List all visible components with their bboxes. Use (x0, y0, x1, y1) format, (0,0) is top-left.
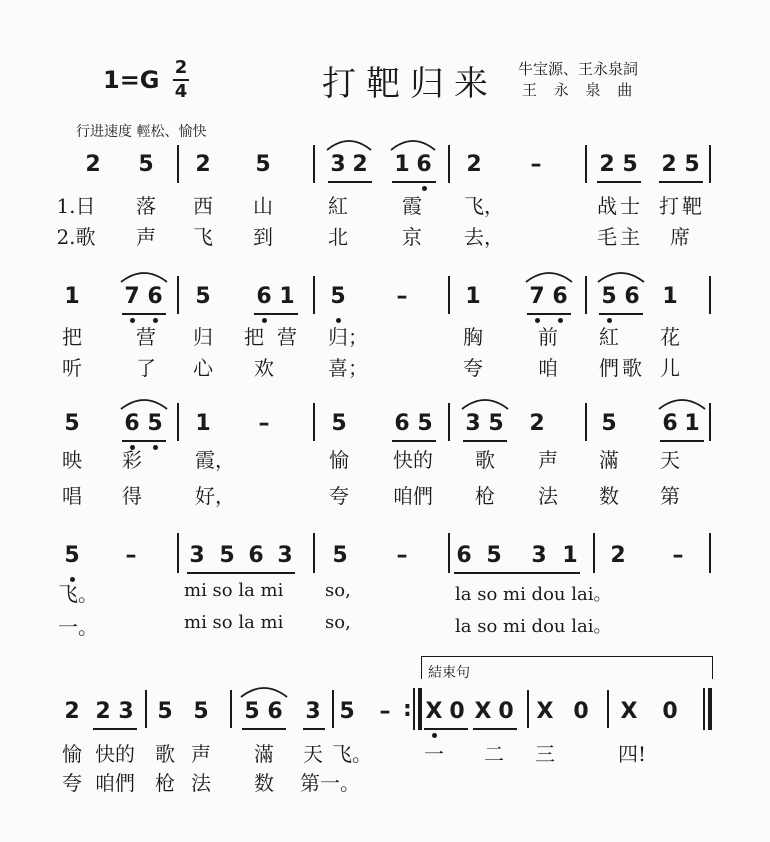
note: 6 (267, 699, 283, 724)
barline (585, 145, 587, 183)
lyric: 咱 (538, 356, 558, 380)
lyric: 夸 (463, 356, 483, 380)
lyric: 归 (193, 325, 213, 349)
lyric: 法 (538, 484, 558, 508)
lyric: 歌 (622, 356, 642, 380)
note: 3 (330, 152, 346, 177)
eighth-beam (254, 313, 298, 315)
lyric: 好， (195, 484, 235, 508)
barline (177, 276, 179, 314)
lyric: 前 (538, 325, 558, 349)
time-signature: 2 4 (174, 57, 188, 102)
ending-label: 結束句 (428, 665, 470, 681)
barline (313, 533, 315, 573)
dash: – (396, 284, 408, 309)
barline (145, 690, 147, 728)
note: 2 (610, 543, 626, 568)
lyric: 声 (538, 448, 558, 472)
note: 5 (219, 543, 235, 568)
lyric: 唱 (62, 484, 82, 508)
lyric: 席 (670, 225, 690, 249)
note: 6 (124, 411, 140, 436)
barline (448, 276, 450, 314)
barline (177, 145, 179, 183)
lyric: 打 (659, 194, 679, 218)
note: 5 (417, 411, 433, 436)
eighth-beam (597, 181, 641, 183)
lyric: so, (325, 580, 351, 601)
lyric: 胸 (463, 325, 483, 349)
note: 2 (529, 411, 545, 436)
note: 5 (684, 152, 700, 177)
barline (313, 403, 315, 441)
lyric: 喜； (328, 356, 368, 380)
note: 5 (138, 152, 154, 177)
eighth-beam (599, 313, 643, 315)
note: 5 (601, 411, 617, 436)
note: 6 (256, 284, 272, 309)
note: 5 (331, 411, 347, 436)
lyric: 1.日 (56, 194, 96, 218)
lyric: 声 (191, 742, 211, 766)
note: 2 (64, 699, 80, 724)
lyric: 霞， (195, 448, 235, 472)
barline (709, 403, 711, 441)
key-signature: 1=G (103, 66, 160, 94)
lower-octave-dot (130, 318, 135, 323)
lyric: 京 (402, 225, 422, 249)
note: 2 (85, 152, 101, 177)
note: 5 (332, 543, 348, 568)
lyric: 心 (193, 356, 213, 380)
lyric: 花 (660, 325, 680, 349)
lyric: 咱們 (393, 484, 433, 508)
note: 7 (529, 284, 545, 309)
lyric: 士 (620, 194, 640, 218)
lyric: mi so la mi (184, 580, 284, 601)
lyric: 四! (617, 742, 647, 766)
eighth-beam (463, 440, 507, 442)
lyric: 把 (62, 325, 82, 349)
note: 2 (95, 699, 111, 724)
note: 5 (330, 284, 346, 309)
lyric: 第一。 (300, 771, 360, 795)
lyric: 歌 (155, 742, 175, 766)
lyric: 数 (254, 771, 274, 795)
dash: – (125, 543, 137, 568)
percussion-x: X (620, 699, 638, 724)
barline (313, 145, 315, 183)
lyric: 紅 (599, 325, 619, 349)
barline (593, 533, 595, 573)
final-barline (708, 688, 712, 730)
note: 1 (279, 284, 295, 309)
barline (585, 276, 587, 314)
note: 3 (189, 543, 205, 568)
lyric: 咱們 (95, 771, 135, 795)
note: 1 (195, 411, 211, 436)
note: 5 (339, 699, 355, 724)
slur (598, 273, 644, 282)
slur (526, 273, 572, 282)
dash: – (396, 543, 408, 568)
note: 6 (662, 411, 678, 436)
lyric: 天 (303, 742, 323, 766)
eighth-beam (122, 313, 166, 315)
lyric: 法 (191, 771, 211, 795)
note: 6 (624, 284, 640, 309)
note: 5 (622, 152, 638, 177)
barline (448, 533, 450, 573)
percussion-x: X (425, 699, 443, 724)
lyric: 紅 (328, 194, 348, 218)
lyric: 一 (424, 742, 444, 766)
lyric: 夸 (329, 484, 349, 508)
lyric: 毛 (597, 225, 617, 249)
slur (121, 400, 167, 409)
lyric: 飞。 (332, 742, 372, 766)
note: 1 (64, 284, 80, 309)
note: 6 (552, 284, 568, 309)
song-title: 打靶归来 (322, 64, 498, 104)
dash: – (672, 543, 684, 568)
lyric: 数 (599, 484, 619, 508)
note: 5 (601, 284, 617, 309)
lyric: 山 (253, 194, 273, 218)
lyric: 歌 (475, 448, 495, 472)
rest: 0 (498, 699, 514, 724)
lyric: 第 (660, 484, 680, 508)
tempo-marking: 行进速度 輕松、愉快 (76, 124, 207, 140)
lyric: 声 (136, 225, 156, 249)
note: 5 (64, 411, 80, 436)
note: 3 (465, 411, 481, 436)
note: 5 (244, 699, 260, 724)
barline (177, 533, 179, 573)
lyric: 得 (122, 484, 142, 508)
lyric: 听 (62, 356, 82, 380)
barline (448, 145, 450, 183)
lyric: 天 (660, 448, 680, 472)
barline (413, 688, 415, 730)
note: 3 (118, 699, 134, 724)
lyric: 落 (136, 194, 156, 218)
dash: – (379, 699, 391, 724)
lyric: la so mi dou lai。 (455, 616, 612, 637)
rest: 0 (449, 699, 465, 724)
note: 5 (488, 411, 504, 436)
lyric: 营 (136, 325, 156, 349)
note: 5 (157, 699, 173, 724)
lyric: so, (325, 612, 351, 633)
eighth-beam (93, 728, 137, 730)
lyric: 快的 (95, 742, 135, 766)
barline (332, 690, 334, 728)
rest: 0 (573, 699, 589, 724)
lyric: 一。 (58, 615, 98, 639)
barline (607, 690, 609, 728)
lyric: mi so la mi (184, 612, 284, 633)
note: 6 (456, 543, 472, 568)
lyric: 欢 (254, 356, 274, 380)
lyric: 三 (535, 742, 555, 766)
lyric: 去， (464, 225, 504, 249)
eighth-beam (527, 313, 571, 315)
note: 2 (466, 152, 482, 177)
lower-octave-dot (558, 318, 563, 323)
lyric: 二 (484, 742, 504, 766)
barline (448, 403, 450, 441)
note: 5 (193, 699, 209, 724)
lyric: 枪 (475, 484, 495, 508)
lyric: 映 (62, 448, 82, 472)
note: 5 (486, 543, 502, 568)
eighth-beam (660, 440, 704, 442)
eighth-beam (122, 440, 166, 442)
lyric: 了 (136, 356, 156, 380)
barline (709, 533, 711, 573)
lyric: 主 (620, 225, 640, 249)
note: 1 (662, 284, 678, 309)
lyric: 到 (253, 225, 273, 249)
slur (121, 273, 167, 282)
eighth-beam (424, 728, 468, 730)
lyric: 战 (597, 194, 617, 218)
lyric: 們 (599, 356, 619, 380)
eighth-beam (392, 181, 436, 183)
lyric: 滿 (254, 742, 274, 766)
barline (703, 688, 705, 730)
barline (230, 690, 232, 728)
eighth-beam (187, 572, 295, 574)
barline (585, 403, 587, 441)
percussion-x: X (536, 699, 554, 724)
eighth-beam (328, 181, 372, 183)
note: 3 (531, 543, 547, 568)
eighth-beam (473, 728, 517, 730)
note: 5 (64, 543, 80, 568)
lyric: 愉 (329, 448, 349, 472)
lyric: 飞 (193, 225, 213, 249)
barline (527, 690, 529, 728)
lyric: 把 (244, 325, 264, 349)
rest: 0 (662, 699, 678, 724)
note: 6 (248, 543, 264, 568)
note: 6 (147, 284, 163, 309)
note: 2 (352, 152, 368, 177)
lyricist-credit: 牛宝源、王永泉詞 (518, 60, 639, 78)
lyric: 北 (328, 225, 348, 249)
slur (462, 400, 508, 409)
barline (709, 276, 711, 314)
eighth-beam (454, 572, 580, 574)
note: 1 (562, 543, 578, 568)
note: 2 (195, 152, 211, 177)
lyric: 愉 (62, 742, 82, 766)
lyric: 儿 (660, 356, 680, 380)
lyric: 彩 (122, 448, 142, 472)
slur (659, 400, 705, 409)
eighth-beam (242, 728, 286, 730)
percussion-x: X (474, 699, 492, 724)
note: 1 (465, 284, 481, 309)
lyric: 枪 (155, 771, 175, 795)
note: 5 (195, 284, 211, 309)
repeat-barline (418, 688, 422, 730)
eighth-beam (303, 728, 325, 730)
note: 3 (305, 699, 321, 724)
eighth-beam (659, 181, 703, 183)
note: 3 (277, 543, 293, 568)
note: 5 (147, 411, 163, 436)
slur (391, 141, 435, 150)
note: 5 (255, 152, 271, 177)
lower-octave-dot (153, 445, 158, 450)
note: 1 (394, 152, 410, 177)
lyric: 靶 (682, 194, 702, 218)
lyric: 快的 (393, 448, 433, 472)
note: 6 (416, 152, 432, 177)
barline (177, 403, 179, 441)
lyric: 飞。 (58, 582, 98, 606)
note: 7 (124, 284, 140, 309)
lyric: 营 (277, 325, 297, 349)
note: 1 (684, 411, 700, 436)
repeat-dots: : (403, 697, 412, 722)
lyric: 2.歌 (56, 225, 96, 249)
slur (327, 141, 371, 150)
note: 6 (394, 411, 410, 436)
note: 2 (661, 152, 677, 177)
composer-credit: 王 永 泉 曲 (522, 81, 639, 99)
barline (709, 145, 711, 183)
dash: – (530, 152, 542, 177)
lyric: 归； (328, 325, 368, 349)
lower-octave-dot (422, 186, 427, 191)
lyric: la so mi dou lai。 (455, 584, 612, 605)
lyric: 西 (193, 194, 213, 218)
lyric: 飞， (464, 194, 504, 218)
lyric: 滿 (599, 448, 619, 472)
eighth-beam (392, 440, 436, 442)
lyric: 夸 (62, 771, 82, 795)
note: 2 (599, 152, 615, 177)
slur (241, 688, 287, 697)
dash: – (258, 411, 270, 436)
lyric: 霞 (402, 194, 422, 218)
barline (313, 276, 315, 314)
